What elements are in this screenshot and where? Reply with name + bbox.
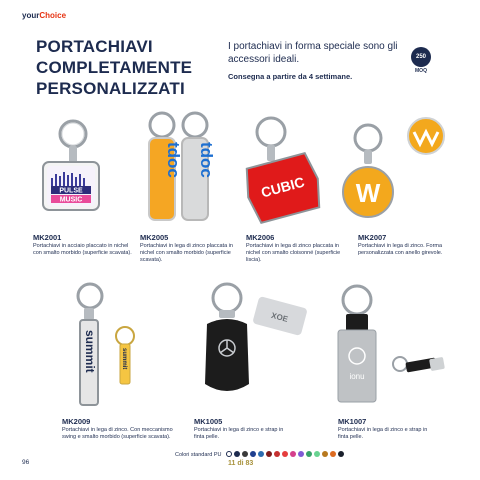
product-image-mk1007 bbox=[322, 278, 452, 408]
moq-label: MOQ bbox=[415, 68, 427, 74]
product-description: Portachiavi in lega di zinco. Forma personalizzata con anello girevole. bbox=[358, 243, 443, 256]
color-swatch bbox=[258, 451, 264, 457]
page-title: PORTACHIAVI COMPLETAMENTE PERSONALIZZATI bbox=[36, 37, 193, 98]
product-image-mk2001 bbox=[35, 112, 105, 232]
colors-label: Colori standard PU bbox=[175, 452, 222, 458]
product-image-mk2007 bbox=[340, 110, 450, 230]
artwork-text-summit-large: summit bbox=[83, 330, 97, 373]
product-description: Portachiavi in acciaio placcato in nichel con smalto morbido (superficie scavata). bbox=[33, 243, 132, 256]
pager: 11 di 83 bbox=[228, 460, 254, 467]
color-swatches bbox=[226, 451, 344, 457]
product-description: Portachiavi in lega di zinco placcata in nichel con smalto cloisonné (superficie liscia). bbox=[246, 243, 341, 263]
color-swatch bbox=[314, 451, 320, 457]
color-swatch bbox=[290, 451, 296, 457]
artwork-text-cubic: CUBIC bbox=[259, 173, 307, 201]
product-image-mk1005 bbox=[195, 276, 310, 406]
moq-value: 250 bbox=[411, 47, 431, 67]
product-mk2001 bbox=[33, 233, 133, 257]
color-swatch bbox=[242, 451, 248, 457]
product-mk2009 bbox=[62, 417, 174, 441]
color-swatch bbox=[274, 451, 280, 457]
product-code: MK2007 bbox=[358, 233, 387, 242]
delivery-text: Consegna a partire da 4 settimane. bbox=[228, 72, 353, 81]
product-mk1005 bbox=[194, 417, 294, 441]
color-swatch bbox=[330, 451, 336, 457]
product-image-mk2006 bbox=[238, 108, 328, 228]
product-mk1007 bbox=[338, 417, 438, 441]
artwork-text-tdoc-silver: tdoc bbox=[197, 142, 216, 178]
color-swatch bbox=[338, 451, 344, 457]
artwork-text-pulse: PULSE bbox=[59, 187, 83, 195]
product-description: Portachiavi in lega di zinco placcata in nichel con smalto morbido (superficie scavata). bbox=[140, 243, 233, 263]
artwork-text-xoe: XOE bbox=[270, 310, 289, 324]
product-description: Portachiavi in lega di zinco e strap in finta pelle. bbox=[194, 427, 284, 440]
product-image-mk2009 bbox=[70, 278, 150, 408]
color-swatch bbox=[226, 451, 232, 457]
artwork-text-tdoc-gold: tdoc bbox=[164, 142, 183, 178]
product-description: Portachiavi in lega di zinco e strap in finta pelle. bbox=[338, 427, 428, 440]
product-mk2005 bbox=[140, 233, 236, 264]
product-code: MK1005 bbox=[194, 417, 223, 426]
artwork-text-ionu: ionu bbox=[349, 372, 365, 381]
product-code: MK1007 bbox=[338, 417, 367, 426]
product-mk2006 bbox=[246, 233, 342, 264]
color-swatch bbox=[250, 451, 256, 457]
product-mk2007 bbox=[358, 233, 454, 257]
color-swatch bbox=[306, 451, 312, 457]
artwork-text-summit-small: summit bbox=[121, 348, 127, 370]
product-image-mk2005 bbox=[140, 100, 220, 230]
color-swatch bbox=[282, 451, 288, 457]
product-code: MK2001 bbox=[33, 233, 62, 242]
artwork-text-music: MUSIC bbox=[59, 196, 83, 204]
color-swatch bbox=[322, 451, 328, 457]
product-code: MK2005 bbox=[140, 233, 169, 242]
intro-text: I portachiavi in forma speciale sono gli accessori ideali. bbox=[228, 41, 398, 65]
brand-suffix: Choice bbox=[39, 11, 67, 20]
color-swatch bbox=[266, 451, 272, 457]
product-code: MK2009 bbox=[62, 417, 91, 426]
moq-badge bbox=[411, 47, 431, 74]
color-swatch bbox=[298, 451, 304, 457]
brand-logo bbox=[22, 11, 66, 20]
color-swatch bbox=[234, 451, 240, 457]
artwork-text-w: W bbox=[355, 178, 381, 208]
product-description: Portachiavi in lega di zinco. Con meccanismo swing e smalto morbido (superficie scavata). bbox=[62, 427, 173, 440]
product-code: MK2006 bbox=[246, 233, 275, 242]
brand-prefix: your bbox=[22, 11, 40, 20]
page-number: 96 bbox=[22, 459, 30, 466]
